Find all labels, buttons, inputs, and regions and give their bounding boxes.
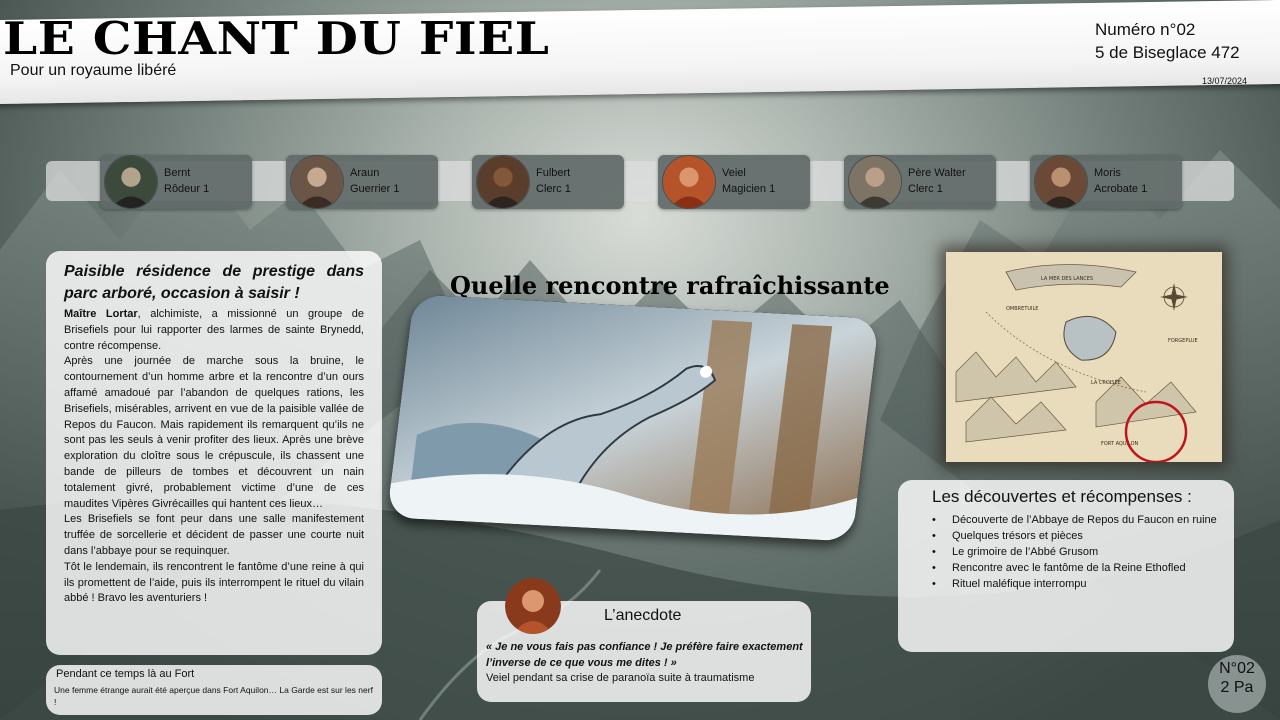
character-portrait-icon <box>476 155 530 209</box>
discoveries-panel <box>898 480 1234 652</box>
character-card <box>100 155 252 209</box>
character-card <box>658 155 810 209</box>
story-paragraph: Tôt le lendemain, ils rencontrent le fantôme d’une reine à qui ils promettent de l’aide, puis ils interrompent le rituel du vilain abbé ! Bravo les aventuriers ! <box>64 560 364 605</box>
story-paragraph: Après une journée de marche sous la bruine, le contournement d’un homme arbre et la rencontre d’un ours affamé amadoué par l’abandon de quelques rations, les Brisefiels, misérables, arrivent en vue de la paisible vallée de Repos du Faucon. Mais rapidement ils remarquent qu’ils ne sont pas les seuls à venir profiter des lieux. Après une brève exploration du cloître sous le crépuscule, ils chassent une bande de pilleurs de tombes et découvrent un nain totalement givré, probablement victime d’une de ces maudites Vipères Givrécailles qui hantent ces lieux… <box>64 355 364 510</box>
character-name: Fulbert <box>536 167 571 179</box>
story-panel <box>46 251 382 655</box>
character-name: Bernt <box>164 167 191 179</box>
story-body <box>64 307 364 607</box>
newspaper-subtitle: Pour un royaume libéré <box>10 62 177 79</box>
print-date: 13/07/2024 <box>1202 76 1248 86</box>
character-name: Père Walter <box>908 167 966 179</box>
newspaper-title: LE CHANT DU FIEL <box>3 12 550 65</box>
character-class: Clerc 1 <box>908 183 943 195</box>
issue-number: Numéro n°02 <box>1095 20 1196 39</box>
list-item: • Rencontre avec le fantôme de la Reine Ethofled <box>932 560 1220 576</box>
character-class: Magicien 1 <box>722 183 776 195</box>
anecdote-portrait-icon <box>505 578 561 634</box>
discoveries-title: Les découvertes et récompenses : <box>932 487 1192 506</box>
character-portrait-icon <box>662 155 716 209</box>
character-class: Clerc 1 <box>536 183 571 195</box>
story-heading: Paisible résidence de prestige dans parc arboré, occasion à saisir ! <box>64 263 364 302</box>
character-portrait-icon <box>104 155 158 209</box>
feature-illustration <box>387 294 880 541</box>
list-item: • Le grimoire de l’Abbé Grusom <box>932 544 1220 560</box>
character-name: Araun <box>350 167 380 179</box>
map-label: FORGEPLUE <box>1168 338 1198 344</box>
character-portrait-icon <box>848 155 902 209</box>
badge-page: 2 Pa <box>1220 679 1254 696</box>
story-paragraph: Les Brisefiels se font peur dans une salle manifestement truffée de sorcellerie et décident de passer une courte nuit dans l’abbaye pour se requinquer. <box>64 513 364 557</box>
issue-date: 5 de Biseglace 472 <box>1095 43 1240 62</box>
character-class: Rôdeur 1 <box>164 183 210 195</box>
map-label: LA MER DES LANCES <box>1041 276 1094 282</box>
story-lead-name: Maître Lortar <box>64 308 138 320</box>
map-label: LA CROISÉE <box>1091 380 1121 386</box>
meanwhile-text: Une femme étrange aurait été aperçue dans Fort Aquilon… La Garde est sur les nerf ! <box>54 685 373 707</box>
character-name: Moris <box>1094 167 1121 179</box>
region-map <box>946 252 1222 462</box>
map-illustration <box>946 252 1222 462</box>
character-portrait-icon <box>290 155 344 209</box>
discoveries-list <box>932 512 1220 592</box>
character-portrait-icon <box>1034 155 1088 209</box>
map-label: OMBRETUILE <box>1006 306 1039 312</box>
meanwhile-title: Pendant ce temps là au Fort <box>56 668 195 680</box>
anecdote-caption: Veiel pendant sa crise de paranoïa suite à traumatisme <box>486 672 755 684</box>
character-card <box>1030 155 1182 209</box>
character-card <box>286 155 438 209</box>
character-class: Guerrier 1 <box>350 183 400 195</box>
feature-title: Quelle rencontre rafraîchissante <box>450 271 890 300</box>
anecdote-quote: « Je ne vous fais pas confiance ! Je préfère faire exactement l’inverse de ce que vous me dites ! » <box>486 641 803 669</box>
character-class: Acrobate 1 <box>1094 183 1148 195</box>
list-item: • Rituel maléfique interrompu <box>932 576 1220 592</box>
list-item: • Découverte de l’Abbaye de Repos du Faucon en ruine <box>932 512 1220 528</box>
badge-issue: N°02 <box>1219 660 1255 677</box>
character-card <box>472 155 624 209</box>
meanwhile-panel <box>46 665 382 715</box>
frost-serpent-fountain-image <box>387 294 880 541</box>
anecdote-title: L’anecdote <box>604 607 682 624</box>
page-badge <box>1208 655 1266 713</box>
map-label: FORT AQUILON <box>1101 441 1139 447</box>
list-item: • Quelques trésors et pièces <box>932 528 1220 544</box>
character-name: Veiel <box>722 167 746 179</box>
story-lead-text: , alchimiste, a missionné un groupe de Brisefiels pour lui rapporter des larmes de sainte Brynedd, contre récompense. <box>64 308 364 352</box>
character-card <box>844 155 996 209</box>
